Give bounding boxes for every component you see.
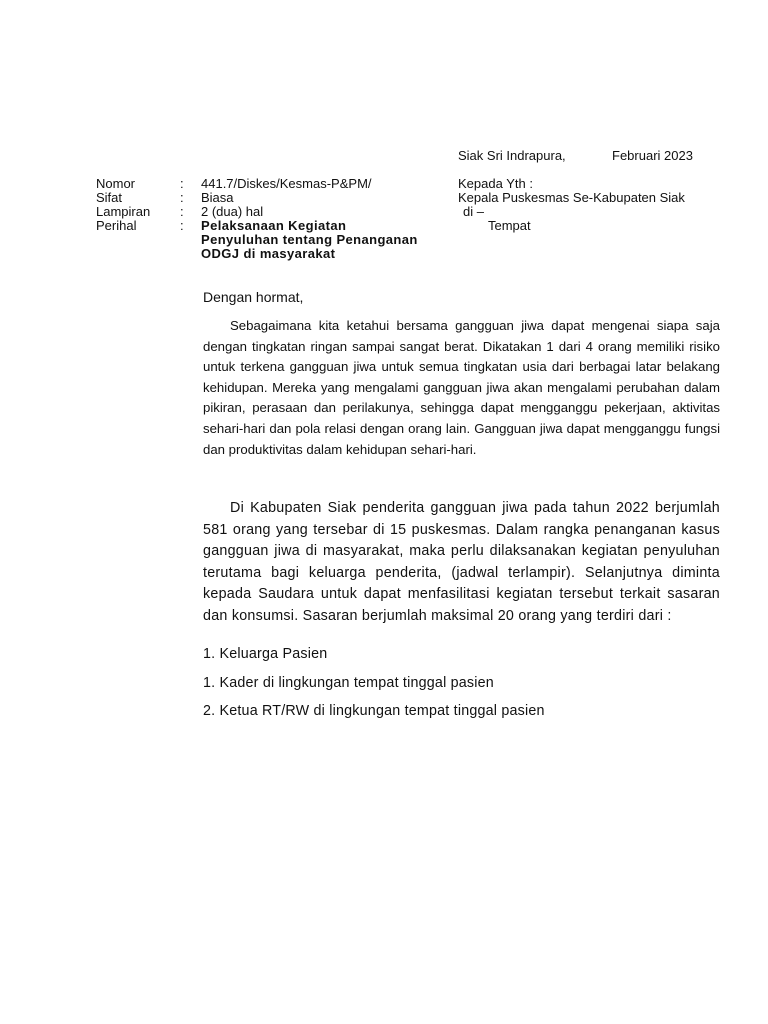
lampiran-label: Lampiran <box>96 204 151 219</box>
nomor-colon: : <box>180 176 184 191</box>
perihal-label: Perihal <box>96 218 137 233</box>
recipient-name: Kepala Puskesmas Se-Kabupaten Siak <box>458 190 685 205</box>
paragraph-1: Sebagaimana kita ketahui bersama gangguan jiwa dapat mengenai siapa saja dengan tingkatan ringan sampai sangat berat. Dikatakan 1 dari 4 orang memiliki risiko untuk terkena gangguan jiwa untuk semua tingkatan usia dari berbagai latar belakang kehidupan. Mereka yang mengalami gangguan jiwa akan mengalami perubahan dalam pikiran, perasaan dan perilakunya, sehingga dapat mengganggu pekerjaan, aktivitas sehari-hari dan pola relasi dengan orang lain. Gangguan jiwa dapat mengganggu fungsi dan produktivitas dalam kehidupan sehari-hari. <box>203 318 720 457</box>
sifat-value: Biasa <box>201 190 234 205</box>
sifat-colon: : <box>180 190 184 205</box>
lampiran-colon: : <box>180 204 184 219</box>
nomor-value: 441.7/Diskes/Kesmas-P&PM/ <box>201 176 372 191</box>
list-item-kader: 1. Kader di lingkungan tempat tinggal pasien <box>203 675 494 691</box>
perihal-line-3: ODGJ di masyarakat <box>201 246 336 261</box>
list-item-keluarga: 1. Keluarga Pasien <box>203 646 328 662</box>
place-date <box>458 149 566 163</box>
recipient-tempat: Tempat <box>488 218 531 233</box>
month-year: Februari 2023 <box>612 148 693 163</box>
sifat-label: Sifat <box>96 190 123 205</box>
paragraph-2: Di Kabupaten Siak penderita gangguan jiwa pada tahun 2022 berjumlah 581 orang yang tersebar di 15 puskesmas. Dalam rangka penanganan kasus gangguan jiwa di masyarakat, maka perlu dilaksanakan kegiatan penyuluhan terutama bagi keluarga penderita, (jadwal terlampir). Selanjutnya diminta kepada Saudara untuk dapat menfasilitasi kegiatan tersebut terkait sasaran dan konsumsi. Sasaran berjumlah maksimal 20 orang yang terdiri dari : <box>203 500 720 624</box>
perihal-line-2: Penyuluhan tentang Penanganan <box>201 232 418 247</box>
place-text: Siak Sri Indrapura, <box>458 148 566 163</box>
perihal-colon: : <box>180 218 184 233</box>
recipient-di: di – <box>463 204 484 219</box>
salutation: Dengan hormat, <box>203 289 304 305</box>
perihal-line-1: Pelaksanaan Kegiatan <box>201 218 347 233</box>
recipient-greeting: Kepada Yth : <box>458 176 533 191</box>
nomor-label: Nomor <box>96 176 136 191</box>
list-item-ketua-rt: 2. Ketua RT/RW di lingkungan tempat tinggal pasien <box>203 703 545 719</box>
lampiran-value: 2 (dua) hal <box>201 204 264 219</box>
